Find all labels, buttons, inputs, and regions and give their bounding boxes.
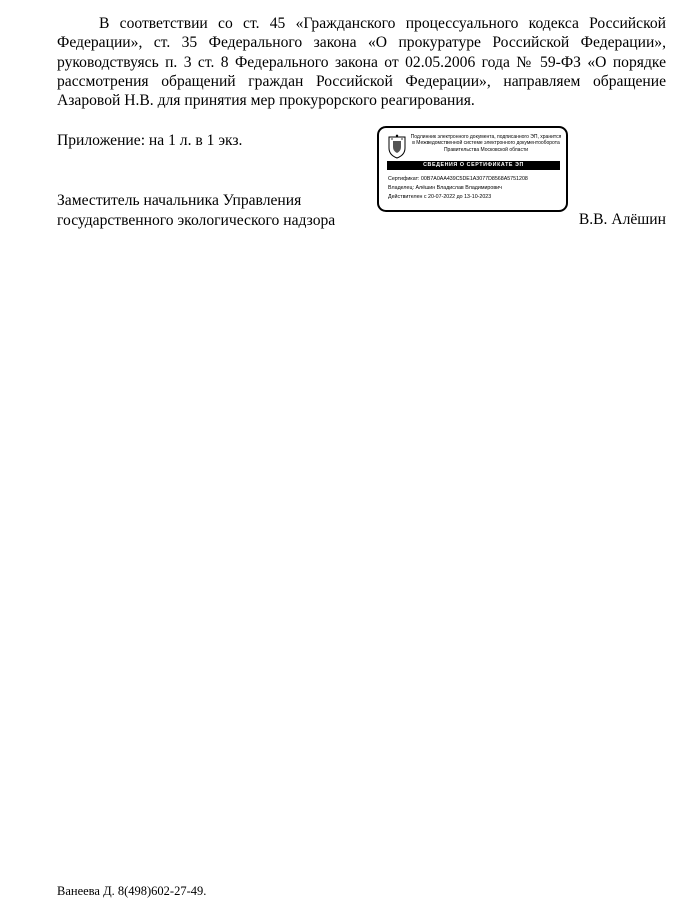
attachment-note: Приложение: на 1 л. в 1 экз. <box>57 132 243 149</box>
stamp-owner: Владелец: Алёшин Владислав Владимирович <box>388 185 502 191</box>
signer-position-line-2: государственного экологического надзора <box>57 211 336 229</box>
electronic-signature-stamp <box>377 126 568 212</box>
stamp-certificate: Сертификат: 00B7A0AA439C5DE1A3077D8568A5751208 <box>388 176 528 182</box>
contact-line: Ванеева Д. 8(498)602-27-49. <box>57 884 207 898</box>
stamp-header: Подлинник электронного документа, подписанного ЭП, хранится в Межведомственной системе электронного документооборота Правительства Московской области <box>410 134 562 153</box>
stamp-details <box>388 175 528 202</box>
coat-of-arms-icon <box>387 134 407 159</box>
signer-name: В.В. Алёшин <box>578 211 666 228</box>
signer-position <box>57 191 335 230</box>
stamp-certificate-bar: СВЕДЕНИЯ О СЕРТИФИКАТЕ ЭП <box>387 161 560 170</box>
signer-position-line-1: Заместитель начальника Управления <box>57 192 302 209</box>
main-paragraph: В соответствии со ст. 45 «Гражданского процессуального кодекса Российской Федерации», ст. 35 Федерального закона «О прокуратуре Российской Федерации», руководствуясь п. 3 ст. 8 Федерального закона от 02.05.2006 года № 59-ФЗ «О порядке рассмотрения обращений граждан Российской Федерации», направляем обращение Азаровой Н.В. для принятия мер прокурорского реагирования. <box>57 15 666 110</box>
stamp-validity: Действителен с 20-07-2022 до 13-10-2023 <box>388 194 492 200</box>
